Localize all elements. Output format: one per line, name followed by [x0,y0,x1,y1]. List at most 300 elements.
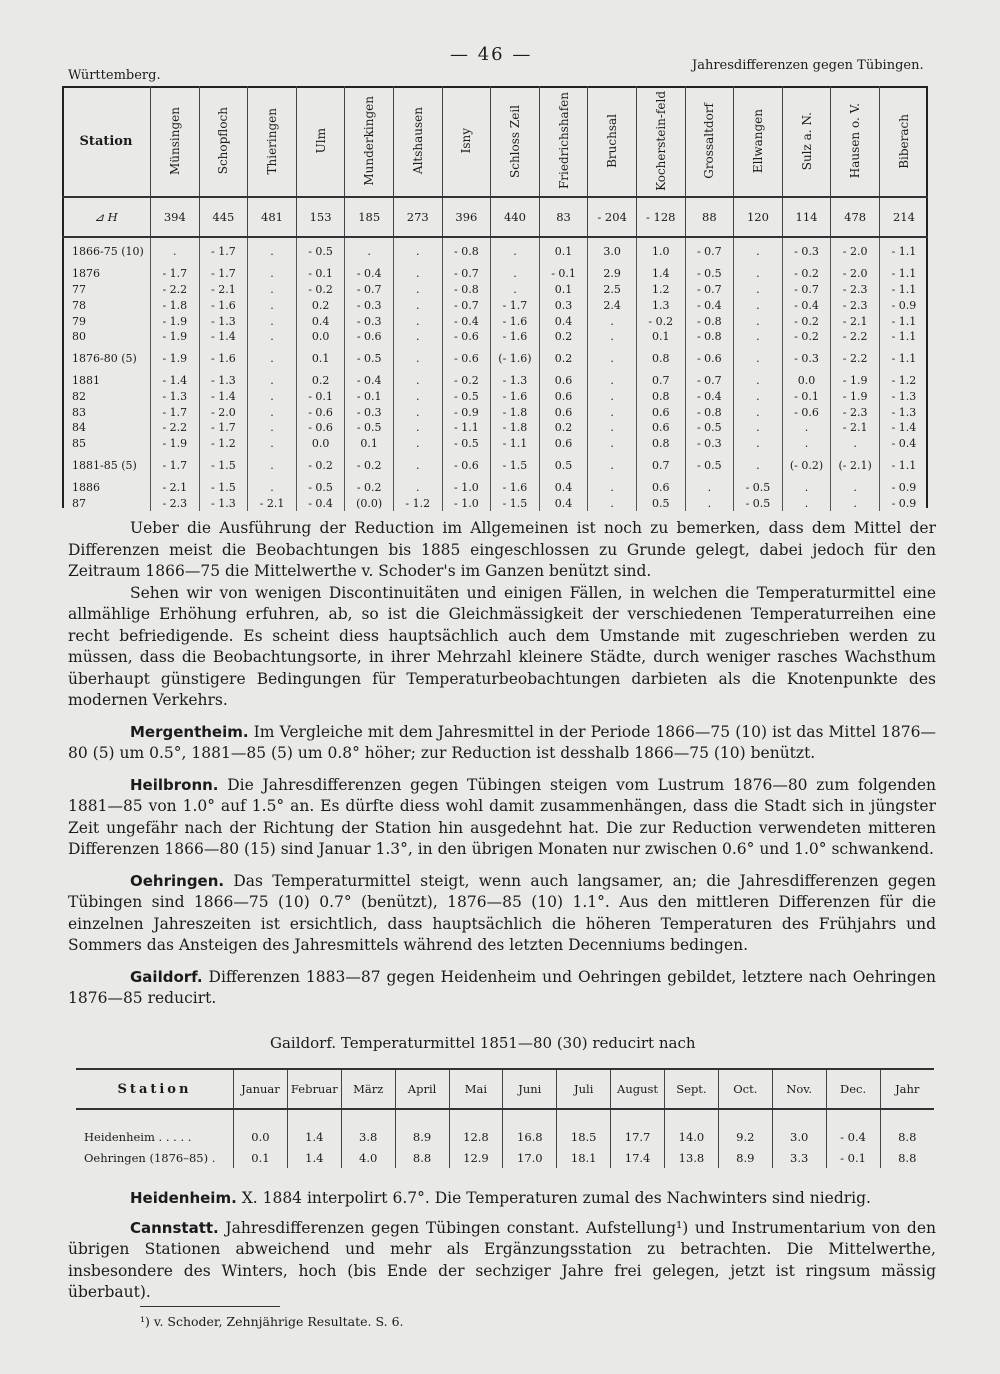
table-cell: . [248,420,297,436]
table-cell: - 1.1 [442,420,491,436]
table-cell: 8.8 [880,1147,934,1168]
table-row [76,1126,934,1147]
table-cell: - 0.3 [345,297,394,313]
table-cell: . [588,436,637,452]
table-cell: . [393,237,442,260]
table-cell: - 0.7 [782,282,831,298]
table-cell: . [393,282,442,298]
table-cell: - 0.6 [296,404,345,420]
table-cell: 0.2 [539,345,588,367]
table-cell: - 1.1 [879,282,928,298]
dh-value: - 204 [588,197,637,237]
table-cell: 0.6 [539,436,588,452]
table-cell: - 1.4 [199,329,248,345]
table-cell: . [734,282,783,298]
station-name: Sulz a. N. [799,111,814,171]
table-cell: - 2.0 [831,260,880,282]
spacer-cell [449,1109,503,1126]
table-cell: - 0.8 [685,329,734,345]
table-cell: - 2.0 [831,237,880,260]
table-cell: - 0.4 [879,436,928,452]
row-label: 1866-75 (10) [72,245,144,259]
table-cell: - 0.5 [296,473,345,495]
table-cell: - 1.6 [199,297,248,313]
dh-value: 394 [151,197,200,237]
table-cell: . [393,313,442,329]
table-row [62,436,928,452]
table-cell: . [248,282,297,298]
station-header: Station [62,86,151,197]
dh-value: 445 [199,197,248,237]
table-row [62,452,928,474]
table-cell: . [734,452,783,474]
table-cell: - 0.3 [345,404,394,420]
paragraph-text: Differenzen 1883—87 gegen Heidenheim und Oehringen gebildet, letztere nach Oehringen 1876—85 reducirt. [68,967,936,1007]
table-cell: 0.6 [539,388,588,404]
station-name: Schopfloch [216,107,231,175]
spacer-cell [395,1109,449,1126]
row-label: 1876-80 (5) [72,352,137,366]
spacer-cell [772,1109,826,1126]
spacer-cell [341,1109,395,1126]
table-cell: - 0.6 [345,329,394,345]
table-cell: . [782,495,831,511]
table-cell: - 0.1 [345,388,394,404]
table-cell: - 1.3 [879,388,928,404]
dh-value: 88 [685,197,734,237]
table-cell: - 0.5 [685,420,734,436]
table-cell: 17.7 [611,1126,665,1147]
station-header-cell [782,86,831,197]
station-name: Friedrichshafen [556,92,571,190]
table-cell: . [393,329,442,345]
table-cell: 0.6 [636,404,685,420]
station-header-cell [831,86,880,197]
table-cell: - 1.1 [491,436,540,452]
paragraph-text: Das Temperaturmittel steigt, wenn auch langsamer, an; die Jahresdifferenzen gegen Tübingen sind 1866—75 (10) 0.7° (benützt), 1876—85 (10) 1.1°. Aus den mittleren Differenzen für die einzelnen Jahreszeiten ist ersichtlich, dass hauptsächlich die höheren Temperaturen des Frühjahrs und Sommers das Ansteigen des Jahresmittels während des letzten Decenniums bedingen. [68,871,936,954]
table-row [76,1147,934,1168]
table-cell: - 1.3 [491,367,540,389]
table-cell: - 1.6 [491,329,540,345]
table-cell: 0.3 [539,297,588,313]
table-cell: - 1.7 [199,420,248,436]
spacer-cell [880,1109,934,1126]
table-cell: - 0.9 [879,297,928,313]
small-table-header-cell: Juli [557,1069,611,1109]
table-cell: - 1.5 [491,495,540,511]
table-cell: . [782,473,831,495]
table-cell: - 1.3 [199,495,248,511]
station-differences-table [62,86,928,511]
table-cell: - 2.2 [831,345,880,367]
table-cell: . [393,473,442,495]
table-cell: . [588,495,637,511]
table-row [62,404,928,420]
table-cell: 0.2 [539,420,588,436]
table-row [62,345,928,367]
table-cell: - 0.7 [345,282,394,298]
station-name: Thieringen [264,107,279,175]
table-cell: - 1.6 [491,388,540,404]
table-cell: - 1.9 [151,345,200,367]
table-cell: (- 0.2) [782,452,831,474]
table-cell: 0.8 [636,436,685,452]
table-cell: . [588,329,637,345]
table-cell: - 1.8 [491,404,540,420]
table-cell: - 0.2 [442,367,491,389]
table-cell: - 0.7 [685,237,734,260]
station-name: Biberach [896,113,911,169]
station-header-cell [636,86,685,197]
table-cell: - 1.3 [879,404,928,420]
table-cell: 18.1 [557,1147,611,1168]
table-cell: - 1.2 [199,436,248,452]
table-cell: - 0.6 [442,345,491,367]
table-cell: . [831,436,880,452]
table-cell: - 0.2 [296,452,345,474]
table-cell: 3.0 [772,1126,826,1147]
spacer-cell [665,1109,719,1126]
table-cell: - 2.3 [151,495,200,511]
table-cell: - 2.1 [199,282,248,298]
table-cell: 0.2 [539,329,588,345]
table-cell: - 1.9 [831,388,880,404]
table-cell: - 1.7 [199,260,248,282]
paragraph-heilbronn [68,775,936,861]
table-row [62,420,928,436]
dh-value: 481 [248,197,297,237]
table-cell: - 0.1 [782,388,831,404]
table-cell: - 1.7 [151,404,200,420]
table-cell: - 2.3 [831,282,880,298]
table-cell: - 0.1 [296,260,345,282]
table-cell: 2.4 [588,297,637,313]
small-table-header-cell: Dec. [826,1069,880,1109]
table-cell: - 1.7 [151,452,200,474]
table-cell: - 1.1 [879,260,928,282]
station-name: Isny [459,128,474,154]
table-cell: - 0.5 [685,260,734,282]
table-cell: 0.8 [636,388,685,404]
table-cell: - 1.6 [491,473,540,495]
table-cell: . [248,313,297,329]
station-name: Schloss Zeil [507,104,522,178]
table-cell: 0.1 [234,1147,288,1168]
table-cell: - 1.1 [879,237,928,260]
table-cell: . [831,495,880,511]
table-cell: . [248,452,297,474]
table-cell: . [734,404,783,420]
table-cell: . [248,260,297,282]
table-row [62,282,928,298]
row-label: 87 [72,496,86,510]
table-cell: 0.2 [296,297,345,313]
table-cell: 3.8 [341,1126,395,1147]
table-cell: - 0.3 [782,237,831,260]
table-cell: 1.4 [287,1147,341,1168]
table-cell: . [685,473,734,495]
table-cell: 17.0 [503,1147,557,1168]
row-label: 83 [72,405,86,419]
table-cell: - 0.2 [345,473,394,495]
row-label: 85 [72,437,86,451]
table-cell: . [345,237,394,260]
table-cell: . [393,345,442,367]
table-cell: . [734,260,783,282]
table-cell: - 2.1 [151,473,200,495]
body-text-block [68,518,936,1010]
table-cell: . [248,237,297,260]
paragraph-lead: Oehringen. [130,871,225,890]
table-row [62,367,928,389]
table-cell: 1.4 [287,1126,341,1147]
footnote-rule [140,1306,280,1307]
row-label: 84 [72,421,86,435]
header-left: Württemberg. [68,68,161,83]
small-table-body [76,1109,934,1168]
table-cell: . [248,297,297,313]
table-cell: 0.1 [345,436,394,452]
table-cell: . [588,420,637,436]
row-label: 1881 [72,373,100,387]
table-cell: 0.6 [636,473,685,495]
table-cell: . [393,260,442,282]
small-table-header-cell: Mai [449,1069,503,1109]
small-table-header-cell: Juni [503,1069,557,1109]
table-cell: . [393,388,442,404]
table-cell: - 0.7 [685,367,734,389]
table-cell: . [491,237,540,260]
table-cell: 13.8 [665,1147,719,1168]
table-cell: . [248,388,297,404]
table-cell: - 2.1 [248,495,297,511]
table-cell: 8.8 [395,1147,449,1168]
table-cell: - 1.8 [491,420,540,436]
table-cell: - 1.1 [879,313,928,329]
page-number: — 46 — [450,44,533,65]
dh-value: 114 [782,197,831,237]
table-cell: - 0.6 [296,420,345,436]
table-cell: - 0.2 [782,329,831,345]
table-cell: . [588,473,637,495]
table-cell: - 1.6 [199,345,248,367]
body-text-block-2 [68,1188,936,1304]
table-cell: - 0.5 [442,436,491,452]
table-cell: - 0.8 [442,237,491,260]
table-cell: 18.5 [557,1126,611,1147]
row-label: 80 [72,330,86,344]
small-table-header-cell: März [341,1069,395,1109]
paragraph-lead: Cannstatt. [130,1218,219,1237]
table-cell: . [393,436,442,452]
table-cell: 16.8 [503,1126,557,1147]
dh-value: 396 [442,197,491,237]
table-cell: - 1.9 [831,367,880,389]
table-cell: - 1.1 [879,452,928,474]
paragraph-cannstatt [68,1218,936,1304]
small-table-header-cell: Station [76,1069,234,1109]
table-cell: - 1.4 [879,420,928,436]
table-cell: - 1.9 [151,329,200,345]
table-cell: 4.0 [341,1147,395,1168]
table-row [62,260,928,282]
table-row [62,313,928,329]
table-row [62,495,928,511]
table-cell: - 0.3 [345,313,394,329]
table-cell: - 1.7 [151,260,200,282]
table-header-row [62,86,928,197]
table-cell: - 0.1 [539,260,588,282]
station-header-cell [151,86,200,197]
table-cell: . [734,329,783,345]
table-cell: . [782,420,831,436]
table-cell: 0.4 [296,313,345,329]
station-name: Altshausen [410,107,425,175]
table-cell: . [248,436,297,452]
gaildorf-table [76,1068,934,1168]
table-row [62,237,928,260]
table-cell: 0.0 [234,1126,288,1147]
table-cell: 0.8 [636,345,685,367]
table-cell: - 0.4 [782,297,831,313]
footnote: ¹) v. Schoder, Zehnjährige Resultate. S. 6. [140,1314,404,1329]
table-cell: 0.4 [539,495,588,511]
table-cell: - 0.2 [782,313,831,329]
table-cell: - 0.8 [442,282,491,298]
table-cell: - 1.4 [151,367,200,389]
table-cell: - 0.1 [826,1147,880,1168]
table-cell: 0.1 [539,282,588,298]
table-cell: - 0.7 [685,282,734,298]
table-cell: 3.0 [588,237,637,260]
table-cell: . [491,282,540,298]
station-header-cell [539,86,588,197]
table-cell: - 1.9 [151,313,200,329]
table-cell: 0.6 [636,420,685,436]
paragraph: Ueber die Ausführung der Reduction im Allgemeinen ist noch zu bemerken, dass dem Mittel der Differenzen meist die Beobachtungen bis 1885 eingeschlossen zu Grunde gelegt, dabei jedoch für den Zeitraum 1866—75 die Mittelwerthe v. Schoder's im Ganzen benützt sind. [68,519,936,580]
table-row [62,473,928,495]
table-cell: - 1.1 [879,345,928,367]
table-cell: - 1.5 [199,452,248,474]
spacer-cell [234,1109,288,1126]
spacer-cell [503,1109,557,1126]
table-cell: - 1.4 [199,388,248,404]
table-cell: . [393,420,442,436]
table-cell: 14.0 [665,1126,719,1147]
row-label: 82 [72,389,86,403]
station-name: Kocherstein-feld [653,91,668,191]
table-cell: - 0.3 [685,436,734,452]
station-name: Bruchsal [605,114,620,168]
table-cell: . [685,495,734,511]
table-cell: - 1.7 [491,297,540,313]
table-cell: . [393,297,442,313]
small-table-header-cell: April [395,1069,449,1109]
table-cell: - 2.0 [199,404,248,420]
table-cell: - 1.5 [199,473,248,495]
table-cell: . [588,367,637,389]
table-cell: 1.2 [636,282,685,298]
paragraph-text: Im Vergleiche mit dem Jahresmittel in der Periode 1866—75 (10) ist das Mittel 1876—80 (5) um 0.5°, 1881—85 (5) um 0.8° höher; zur Reduction ist desshalb 1866—75 (10) benützt. [68,722,936,762]
row-label: Oehringen (1876–85) . [84,1150,216,1165]
paragraph-text: Die Jahresdifferenzen gegen Tübingen steigen vom Lustrum 1876—80 zum folgenden 1881—85 von 1.0° auf 1.5° an. Es dürfte diess wohl damit zusammenhängen, dass die Stadt sich in jüngster Zeit ungefähr nach der Richtung der Station hin ausgedehnt hat. Die zur Reduction verwendeten mitteren Differenzen 1866—80 (15) sind Januar 1.3°, in den übrigen Monaten nur zwischen 0.6° und 1.0° schwankend. [68,775,936,858]
table-cell: 0.4 [539,313,588,329]
small-table-header-cell: Nov. [772,1069,826,1109]
table-cell: - 0.5 [345,345,394,367]
table-cell: - 0.5 [734,495,783,511]
table-cell: . [588,404,637,420]
paragraph-lead: Heilbronn. [130,775,219,794]
station-header-cell [685,86,734,197]
table-cell: . [588,452,637,474]
table-cell: 12.9 [449,1147,503,1168]
table-cell: - 0.5 [685,452,734,474]
table-cell: 0.0 [296,436,345,452]
station-name: Grossaltdorf [702,103,717,179]
dh-value: 273 [393,197,442,237]
table-cell: - 1.8 [151,297,200,313]
paragraph-gaildorf [68,967,936,1010]
table-cell: - 1.3 [151,388,200,404]
table-cell: . [734,237,783,260]
table-cell: - 0.8 [685,404,734,420]
table-cell: - 0.6 [782,404,831,420]
table-cell: . [151,237,200,260]
table-cell: . [734,313,783,329]
dh-value: 120 [734,197,783,237]
table-cell: 2.9 [588,260,637,282]
table-cell: - 0.4 [345,260,394,282]
table-cell: - 0.6 [442,329,491,345]
table-cell: - 0.2 [296,282,345,298]
table-cell: . [248,345,297,367]
table-cell: . [248,367,297,389]
table-cell: - 1.0 [442,495,491,511]
table-cell: 8.9 [395,1126,449,1147]
spacer-cell [826,1109,880,1126]
small-table-header-cell: August [611,1069,665,1109]
table-cell: - 1.1 [879,329,928,345]
paragraph-lead: Gaildorf. [130,967,203,986]
table-cell: - 2.1 [831,313,880,329]
table-cell: 1.0 [636,237,685,260]
spacer-cell [611,1109,665,1126]
table-cell: 0.6 [539,404,588,420]
station-header-cell [442,86,491,197]
table-cell: 0.0 [782,367,831,389]
small-table-header-cell: Oct. [718,1069,772,1109]
table-body [62,237,928,511]
table-cell: . [393,367,442,389]
paragraph-lead: Mergentheim. [130,722,249,741]
table-cell: - 0.8 [685,313,734,329]
station-name: Ulm [313,128,328,154]
table-cell: 3.3 [772,1147,826,1168]
paragraph: Sehen wir von wenigen Discontinuitäten und einigen Fällen, in welchen die Temperaturmittel eine allmählige Erhöhung erfuhren, ab, so ist die Gleichmässigkeit der verschiedenen Temperaturreihen eine recht befriedigende. Es scheint diess hauptsächlich auch dem Umstande mit zugeschrieben werden zu müssen, dass die Beobachtungsorte, in ihrer Mehrzahl kleinere Städte, durch weniger rasches Wachsthum überhaupt günstigere Bedingungen für Temperaturbeobachtungen darbieten als die Knotenpunkte des modernen Verkehrs. [68,583,936,709]
paragraph-heidenheim [68,1188,936,1210]
station-header-cell [296,86,345,197]
paragraph-text: X. 1884 interpolirt 6.7°. Die Temperaturen zumal des Nachwinters sind niedrig. [236,1189,871,1207]
table-cell: - 2.2 [831,329,880,345]
table-cell: . [248,329,297,345]
row-label: Heidenheim . . . . . [84,1129,192,1144]
table-cell: - 1.7 [199,237,248,260]
spacer-cell [76,1109,234,1126]
spacer-cell [718,1109,772,1126]
station-header-cell [248,86,297,197]
row-label: 1881-85 (5) [72,458,137,472]
small-table-caption: Gaildorf. Temperaturmittel 1851—80 (30) reducirt nach [270,1034,696,1052]
